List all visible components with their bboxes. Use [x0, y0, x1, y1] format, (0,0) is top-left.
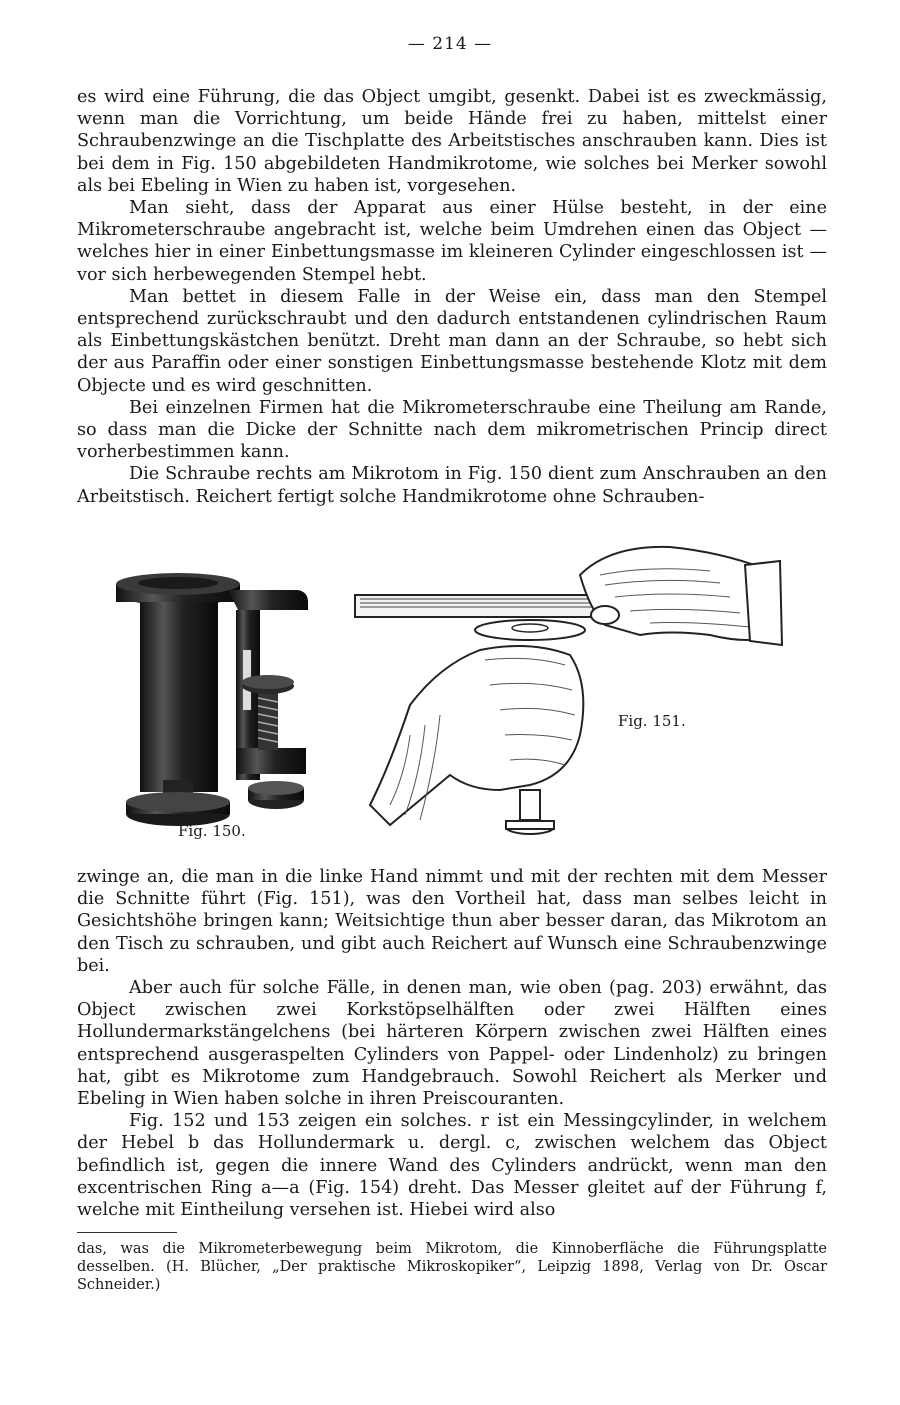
page-number: — 214 — — [407, 34, 493, 54]
footnote-text: das, was die Mikrometerbewegung beim Mikrotom, die Kinnoberfläche die Führungsplatte desselben. (H. Blücher, „Der praktische Mikroskopiker“, Leipzig 1898, Verlag von Dr. Oscar Schneider.) — [77, 1241, 827, 1293]
top-text-block — [77, 86, 827, 508]
paragraph: es wird eine Führung, die das Object umgibt, gesenkt. Dabei ist es zweckmässig, wenn man die Vorrichtung, um beide Hände frei zu haben, mittelst einer Schraubenzwinge an die Tischplatte des Arbeitstisches anschrauben kann. Dies ist bei dem in Fig. 150 abgebildeten Handmikrotome, wie solches bei Merker sowohl als bei Ebeling in Wien zu haben ist, vorgesehen. — [77, 87, 827, 196]
paragraph: Aber auch für solche Fälle, in denen man, wie oben (pag. 203) erwähnt, das Object zwischen zwei Korkstöpselhälften oder zwei Hälften eines Hollundermarkstängelchens (bei härteren Körpern zwischen zwei Hälften eines entsprechend ausgeraspelten Cylinders von Pappel- oder Lindenholz) zu bringen hat, gibt es Mikrotome zum Handgebrauch. Sowohl Reichert als Merker und Ebeling in Wien haben solche in ihren Preiscouranten. — [77, 978, 827, 1110]
figures-area — [0, 530, 900, 860]
paragraph: Man bettet in diesem Falle in der Weise ein, dass man den Stempel entsprechend zurückschraubt und den dadurch entstandenen cylindrischen Raum als Einbettungskästchen benützt. Dreht man dann an der Schraube, so hebt sich der aus Paraffin oder einer sonstigen Einbettungsmasse bestehende Klotz mit dem Objecte und es wird geschnitten. — [77, 286, 827, 396]
fig-151-caption: Fig. 151. — [618, 712, 686, 730]
paragraph: Fig. 152 und 153 zeigen ein solches. r ist ein Messingcylinder, in welchem der Hebel b das Hollundermark u. dergl. c, zwischen welchem das Object befindlich ist, gegen die innere Wand des Cylinders andrückt, wenn man den excentrischen Ring a—a (Fig. 154) dreht. Das Messer gleitet auf der Führung f, welche mit Eintheilung versehen ist. Hiebei wird also — [77, 1111, 827, 1221]
fig-151-illustration — [350, 535, 790, 840]
paragraph: zwinge an, die man in die linke Hand nimmt und mit der rechten mit dem Messer die Schnitte führt (Fig. 151), was den Vortheil hat, dass man selbes leicht in Gesichtshöhe bringen kann; Weitsichtige thun aber besser daran, das Mikrotom an den Tisch zu schrauben, und gibt auch Reichert auf Wunsch eine Schraubenzwinge bei. — [77, 867, 827, 976]
footnote — [77, 1240, 827, 1294]
footnote-divider — [77, 1232, 177, 1233]
paragraph: Man sieht, dass der Apparat aus einer Hülse besteht, in der eine Mikrometerschraube angebracht ist, welche beim Umdrehen einen das Object — welches hier in einer Einbettungsmasse im kleineren Cylinder eingeschlossen ist — vor sich herbewegenden Stempel hebt. — [77, 198, 827, 285]
fig-150-caption: Fig. 150. — [178, 822, 246, 840]
paragraph: Bei einzelnen Firmen hat die Mikrometerschraube eine Theilung am Rande, so dass man die Dicke der Schnitte nach dem mikrometrischen Princip direct vorherbestimmen kann. — [77, 397, 827, 463]
paragraph: Die Schraube rechts am Mikrotom in Fig. 150 dient zum Anschrauben an den Arbeitstisch. Reichert fertigt solche Handmikrotome ohne Schrauben- — [77, 464, 827, 507]
fig-150-illustration — [108, 570, 318, 830]
bottom-text-block — [77, 866, 827, 1221]
